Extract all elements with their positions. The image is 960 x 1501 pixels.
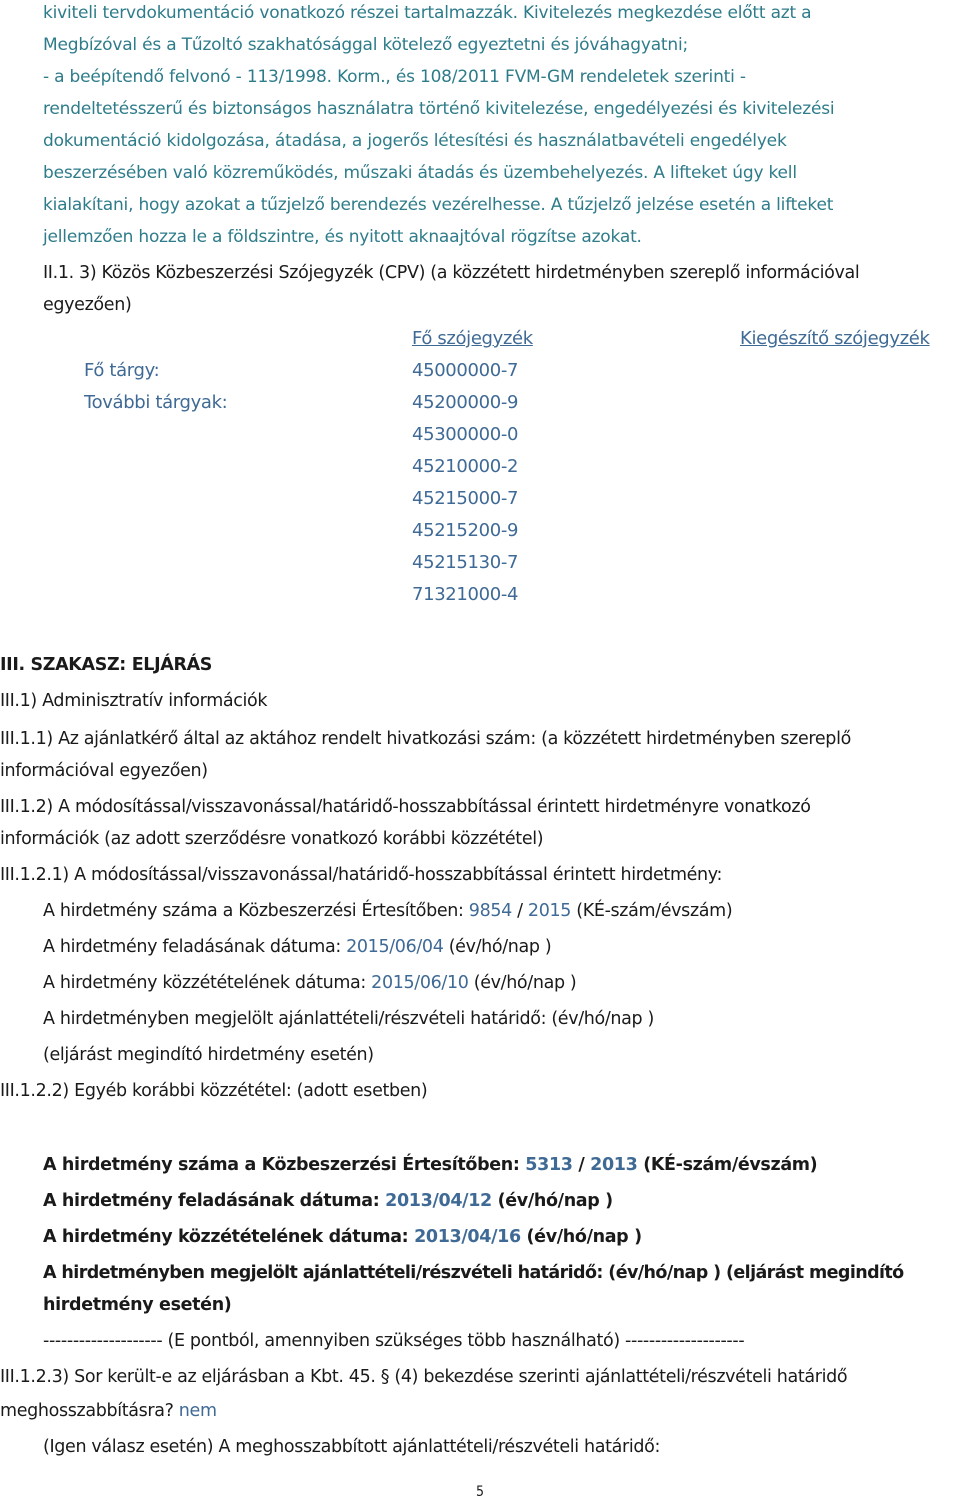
intro-line-1: kiviteli tervdokumentáció vonatkozó részei tartalmazzák. Kivitelezés megkezdése előtt azt a xyxy=(43,3,812,23)
dispatch-date: 2013/04/12 xyxy=(385,1191,492,1211)
section-title: III. SZAKASZ: ELJÁRÁS xyxy=(0,655,213,675)
intro-line-5: dokumentáció kidolgozása, átadása, a jogerős létesítési és használatbavételi engedélyek xyxy=(43,131,787,151)
cpv-other-objects-label: További tárgyak: xyxy=(84,392,228,413)
intro-line-2: Megbízóval és a Tűzoltó szakhatósággal kötelező egyeztetni és jóváhagyatni; xyxy=(43,35,689,55)
dispatch-date-label: A hirdetmény feladásának dátuma: xyxy=(43,937,347,957)
deadline-note: (eljárást megindító hirdetmény esetén) xyxy=(43,1045,374,1065)
cpv-code: 45215200-9 xyxy=(412,520,519,541)
notice-number-row xyxy=(43,900,732,922)
prior-notice-number-row xyxy=(43,1154,817,1176)
intro-line-3: - a beépítendő felvonó - 113/1998. Korm., és 108/2011 FVM-GM rendeletek szerinti - xyxy=(43,67,746,87)
publication-date-row xyxy=(43,972,576,994)
intro-line-7: kialakítani, hogy azokat a tűzjelző berendezés vezérelhesse. A tűzjelző jelzése esetén a lifteket xyxy=(43,195,834,215)
notice-year: 2013 xyxy=(590,1155,638,1175)
cpv-code: 45210000-2 xyxy=(412,456,519,477)
cpv-main-object-label: Fő tárgy: xyxy=(84,360,160,381)
extension-question: meghosszabbításra? xyxy=(0,1401,179,1421)
deadline-row: A hirdetményben megjelölt ajánlattételi/részvételi határidő: (év/hó/nap ) xyxy=(43,1009,654,1029)
notice-separator: / xyxy=(511,901,528,921)
dispatch-date-label: A hirdetmény feladásának dátuma: xyxy=(43,1191,386,1211)
section-III-1-2-3-line-1: III.1.2.3) Sor került-e az eljárásban a Kbt. 45. § (4) bekezdése szerinti ajánlattételi/részvételi határidő xyxy=(0,1367,848,1387)
section-III-1-2-1: III.1.2.1) A módosítással/visszavonással/határidő-hosszabbítással érintett hirdetmény: xyxy=(0,865,723,885)
date-format: (év/hó/nap ) xyxy=(520,1227,642,1247)
cpv-code: 45215000-7 xyxy=(412,488,519,509)
page-number: 5 xyxy=(475,1484,484,1500)
date-format: (év/hó/nap ) xyxy=(491,1191,613,1211)
section-III-1-2-3-line-2 xyxy=(0,1400,217,1422)
intro-line-4: rendeltetésszerű és biztonságos használatra történő kivitelezése, engedélyezési és kivitelezési xyxy=(43,99,835,119)
publication-date: 2015/06/10 xyxy=(371,973,469,993)
cpv-main-vocabulary-header: Fő szójegyzék xyxy=(412,328,533,349)
dispatch-date-row xyxy=(43,936,551,958)
notice-number-label: A hirdetmény száma a Közbeszerzési Értesítőben: xyxy=(43,1155,526,1175)
notice-format: (KÉ-szám/évszám) xyxy=(637,1155,818,1175)
prior-publication-date-row xyxy=(43,1226,642,1248)
cpv-heading-line-2: egyezően) xyxy=(43,295,132,315)
cpv-heading-line-1: II.1. 3) Közös Közbeszerzési Szójegyzék (CPV) (a közzétett hirdetményben szereplő információval xyxy=(43,263,860,283)
cpv-supplementary-vocabulary-header: Kiegészítő szójegyzék xyxy=(740,328,930,349)
section-III-1: III.1) Adminisztratív információk xyxy=(0,691,268,711)
notice-separator: / xyxy=(572,1155,591,1175)
publication-date-label: A hirdetmény közzétételének dátuma: xyxy=(43,1227,415,1247)
extended-deadline-row: (Igen válasz esetén) A meghosszabbított ajánlattételi/részvételi határidő: xyxy=(43,1437,661,1457)
cpv-code: 71321000-4 xyxy=(412,584,519,605)
section-III-1-1-line-1: III.1.1) Az ajánlatkérő által az aktához rendelt hivatkozási szám: (a közzétett hirdetményben szereplő xyxy=(0,729,851,749)
cpv-code: 45215130-7 xyxy=(412,552,519,573)
section-III-1-2-line-2: információk (az adott szerződésre vonatkozó korábbi közzététel) xyxy=(0,829,544,849)
cpv-main-object-code: 45000000-7 xyxy=(412,360,519,381)
intro-line-8: jellemzően hozza le a földszintre, és nyitott aknaajtóval rögzítse azokat. xyxy=(43,227,642,247)
cpv-code: 45300000-0 xyxy=(412,424,519,445)
section-III-1-1-line-2: információval egyezően) xyxy=(0,761,208,781)
publication-date-label: A hirdetmény közzétételének dátuma: xyxy=(43,973,372,993)
prior-deadline-row-line-2: hirdetmény esetén) xyxy=(43,1295,232,1315)
notice-number: 9854 xyxy=(468,901,512,921)
publication-date: 2013/04/16 xyxy=(414,1227,521,1247)
notice-year: 2015 xyxy=(527,901,572,921)
prior-dispatch-date-row xyxy=(43,1190,613,1212)
prior-deadline-row-line-1: A hirdetményben megjelölt ajánlattételi/részvételi határidő: (év/hó/nap ) (eljárást megindító xyxy=(43,1263,904,1283)
date-format: (év/hó/nap ) xyxy=(468,973,577,993)
notice-number: 5313 xyxy=(525,1155,573,1175)
date-format: (év/hó/nap ) xyxy=(443,937,552,957)
section-III-1-2-2: III.1.2.2) Egyéb korábbi közzététel: (adott esetben) xyxy=(0,1081,428,1101)
dispatch-date: 2015/06/04 xyxy=(346,937,444,957)
section-III-1-2-line-1: III.1.2) A módosítással/visszavonással/határidő-hosszabbítással érintett hirdetményre vonatkozó xyxy=(0,797,811,817)
separator-line: -------------------- (E pontból, amennyiben szükséges több használható) -------------------- xyxy=(43,1331,745,1351)
notice-format: (KÉ-szám/évszám) xyxy=(571,901,733,921)
extension-answer: nem xyxy=(178,1401,217,1421)
cpv-code: 45200000-9 xyxy=(412,392,519,413)
notice-number-label: A hirdetmény száma a Közbeszerzési Értesítőben: xyxy=(43,901,469,921)
intro-line-6: beszerzésében való közreműködés, műszaki átadás és üzembehelyezés. A lifteket úgy kell xyxy=(43,163,797,183)
